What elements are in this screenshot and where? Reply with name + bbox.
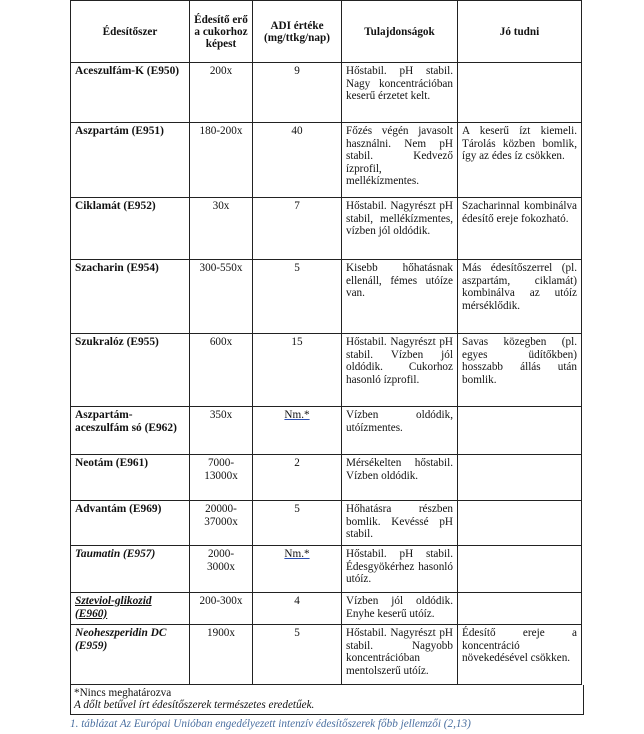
- header-adi: ADI értéke (mg/ttkg/nap): [253, 1, 342, 63]
- sweetener-table: [70, 0, 582, 685]
- row-ratio: 350x: [190, 407, 253, 455]
- table-row: [71, 501, 582, 546]
- row-good-to-know: Savas közegben (pl. egyes üdítőkben) hosszabb állás után bomlik.: [458, 334, 582, 407]
- table-row: [71, 260, 582, 334]
- table-row: [71, 625, 582, 685]
- row-properties: Hőstabil. Nagyrészt pH stabil, mellékízmentes, vízben jól oldódik.: [342, 198, 458, 260]
- row-good-to-know: [458, 501, 582, 546]
- row-adi: 4: [253, 593, 342, 625]
- row-properties: Hőstabil. Nagyrészt pH stabil. Nagyobb koncentrációban mentolszerű utóíz.: [342, 625, 458, 685]
- italic-footnote: A dőlt betűvel írt édesítőszerek természetes eredetűek.: [74, 699, 315, 712]
- table-header-row: [71, 1, 582, 63]
- adi-value: Nm.*: [284, 548, 310, 560]
- row-name: Szacharin (E954): [71, 260, 190, 334]
- header-sweetener: Édesítőszer: [71, 1, 190, 63]
- row-good-to-know: [458, 593, 582, 625]
- row-good-to-know: A keserű ízt kiemeli. Tárolás közben bomlik, így az édes íz csökken.: [458, 123, 582, 198]
- row-adi: 15: [253, 334, 342, 407]
- row-good-to-know: Szacharinnal kombinálva édesítő ereje fokozható.: [458, 198, 582, 260]
- row-properties: Kisebb hőhatásnak ellenáll, fémes utóíze van.: [342, 260, 458, 334]
- row-ratio: 300-550x: [190, 260, 253, 334]
- row-ratio: 20000-37000x: [190, 501, 253, 546]
- document-page: [70, 0, 581, 715]
- row-name: Advantám (E969): [71, 501, 190, 546]
- row-ratio: 1900x: [190, 625, 253, 685]
- row-name: Neoheszperidin DC (E959): [71, 625, 190, 685]
- row-name: Aszpartám-aceszulfám só (E962): [71, 407, 190, 455]
- row-name: [71, 593, 190, 625]
- table-row: [71, 455, 582, 501]
- row-ratio: 200x: [190, 63, 253, 123]
- row-name: Szukralóz (E955): [71, 334, 190, 407]
- table-caption: 1. táblázat Az Európai Unióban engedélyezett intenzív édesítőszerek főbb jellemzői (2,13): [70, 718, 471, 730]
- row-adi: 5: [253, 501, 342, 546]
- row-adi: [253, 407, 342, 455]
- row-good-to-know: Más édesítőszerrel (pl. aszpartám, ciklamát) kombinálva az utóíz mérséklődik.: [458, 260, 582, 334]
- row-properties: Hőstabil. pH stabil. Édesgyökérhez hasonló utóíz.: [342, 546, 458, 593]
- row-name: Taumatin (E957): [71, 546, 190, 593]
- name-text: Szteviol-glikozid (E960): [75, 595, 152, 620]
- row-adi: 2: [253, 455, 342, 501]
- row-ratio: 30x: [190, 198, 253, 260]
- row-adi: 40: [253, 123, 342, 198]
- row-properties: Főzés végén javasolt használni. Nem pH stabil. Kedvező ízprofil, mellékízmentes.: [342, 123, 458, 198]
- header-properties: Tulajdonságok: [342, 1, 458, 63]
- row-ratio: 7000-13000x: [190, 455, 253, 501]
- row-good-to-know: Édesítő ereje a koncentráció növekedésével csökken.: [458, 625, 582, 685]
- table-row: [71, 546, 582, 593]
- row-adi: 7: [253, 198, 342, 260]
- row-good-to-know: [458, 455, 582, 501]
- row-name: Aszpartám (E951): [71, 123, 190, 198]
- row-good-to-know: [458, 63, 582, 123]
- row-properties: Hőstabil. Nagyrészt pH stabil. Vízben jól oldódik. Cukorhoz hasonló ízprofil.: [342, 334, 458, 407]
- table-row: [71, 123, 582, 198]
- row-properties: Hőhatásra részben bomlik. Kevéssé pH stabil.: [342, 501, 458, 546]
- row-ratio: 600x: [190, 334, 253, 407]
- table-footer: [70, 685, 584, 715]
- row-properties: Hőstabil. pH stabil. Nagy koncentrációban keserű érzetet kelt.: [342, 63, 458, 123]
- row-name: Neotám (E961): [71, 455, 190, 501]
- row-properties: Vízben oldódik, utóízmentes.: [342, 407, 458, 455]
- table-row: [71, 198, 582, 260]
- table-row: [71, 63, 582, 123]
- row-properties: Vízben jól oldódik. Enyhe keserű utóíz.: [342, 593, 458, 625]
- row-adi: 5: [253, 260, 342, 334]
- row-name: Ciklamát (E952): [71, 198, 190, 260]
- table-row: [71, 334, 582, 407]
- row-adi: 9: [253, 63, 342, 123]
- row-ratio: 2000-3000x: [190, 546, 253, 593]
- row-properties: Mérsékelten hőstabil. Vízben oldódik.: [342, 455, 458, 501]
- row-adi: [253, 546, 342, 593]
- footnote: *Nincs meghatározva: [74, 687, 172, 699]
- header-good-to-know: Jó tudni: [458, 1, 582, 63]
- row-name: Aceszulfám-K (E950): [71, 63, 190, 123]
- adi-value: Nm.*: [284, 409, 310, 421]
- row-good-to-know: [458, 546, 582, 593]
- header-ratio: Édesítő erő a cukorhoz képest: [190, 1, 253, 63]
- table-row: [71, 407, 582, 455]
- row-ratio: 180-200x: [190, 123, 253, 198]
- table-row: [71, 593, 582, 625]
- row-ratio: 200-300x: [190, 593, 253, 625]
- row-adi: 5: [253, 625, 342, 685]
- row-good-to-know: [458, 407, 582, 455]
